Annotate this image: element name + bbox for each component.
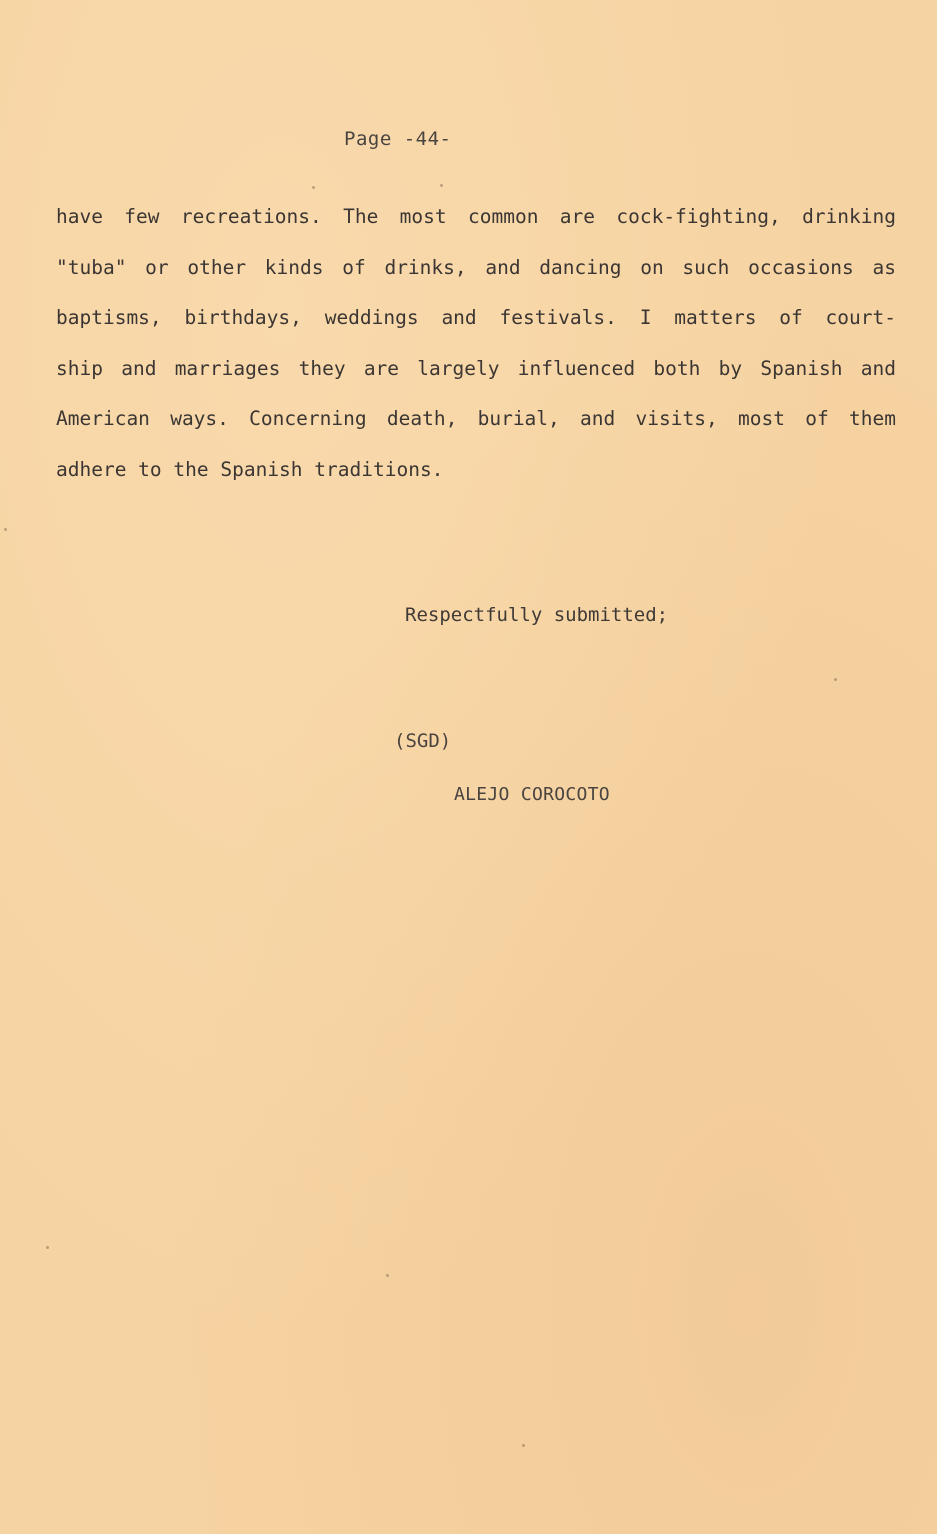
paper-speck — [440, 184, 443, 187]
paper-speck — [386, 1274, 389, 1277]
body-line-1: have few recreations. The most common are cock-fighting, drinking — [56, 205, 896, 228]
paper-speck — [312, 186, 315, 189]
page-number: Page -44- — [344, 128, 452, 150]
paper-speck — [522, 1444, 525, 1447]
signed-mark: (SGD) — [394, 730, 452, 752]
paper-speck — [834, 678, 837, 681]
body-line-5: American ways. Concerning death, burial, and visits, most of them — [56, 407, 896, 430]
paper-speck — [4, 528, 7, 531]
body-line-2: "tuba" or other kinds of drinks, and dancing on such occasions as — [56, 255, 896, 279]
body-paragraph — [56, 196, 896, 499]
body-line-4: ship and marriages they are largely influenced both by Spanish and — [56, 356, 896, 380]
body-line-6: adhere to the Spanish traditions. — [56, 457, 444, 481]
closing-salutation: Respectfully submitted; — [405, 604, 669, 626]
body-line-3: baptisms, birthdays, weddings and festivals. I matters of court- — [56, 306, 896, 329]
paper-speck — [46, 1246, 49, 1249]
signer-name: ALEJO COROCOTO — [454, 784, 610, 805]
